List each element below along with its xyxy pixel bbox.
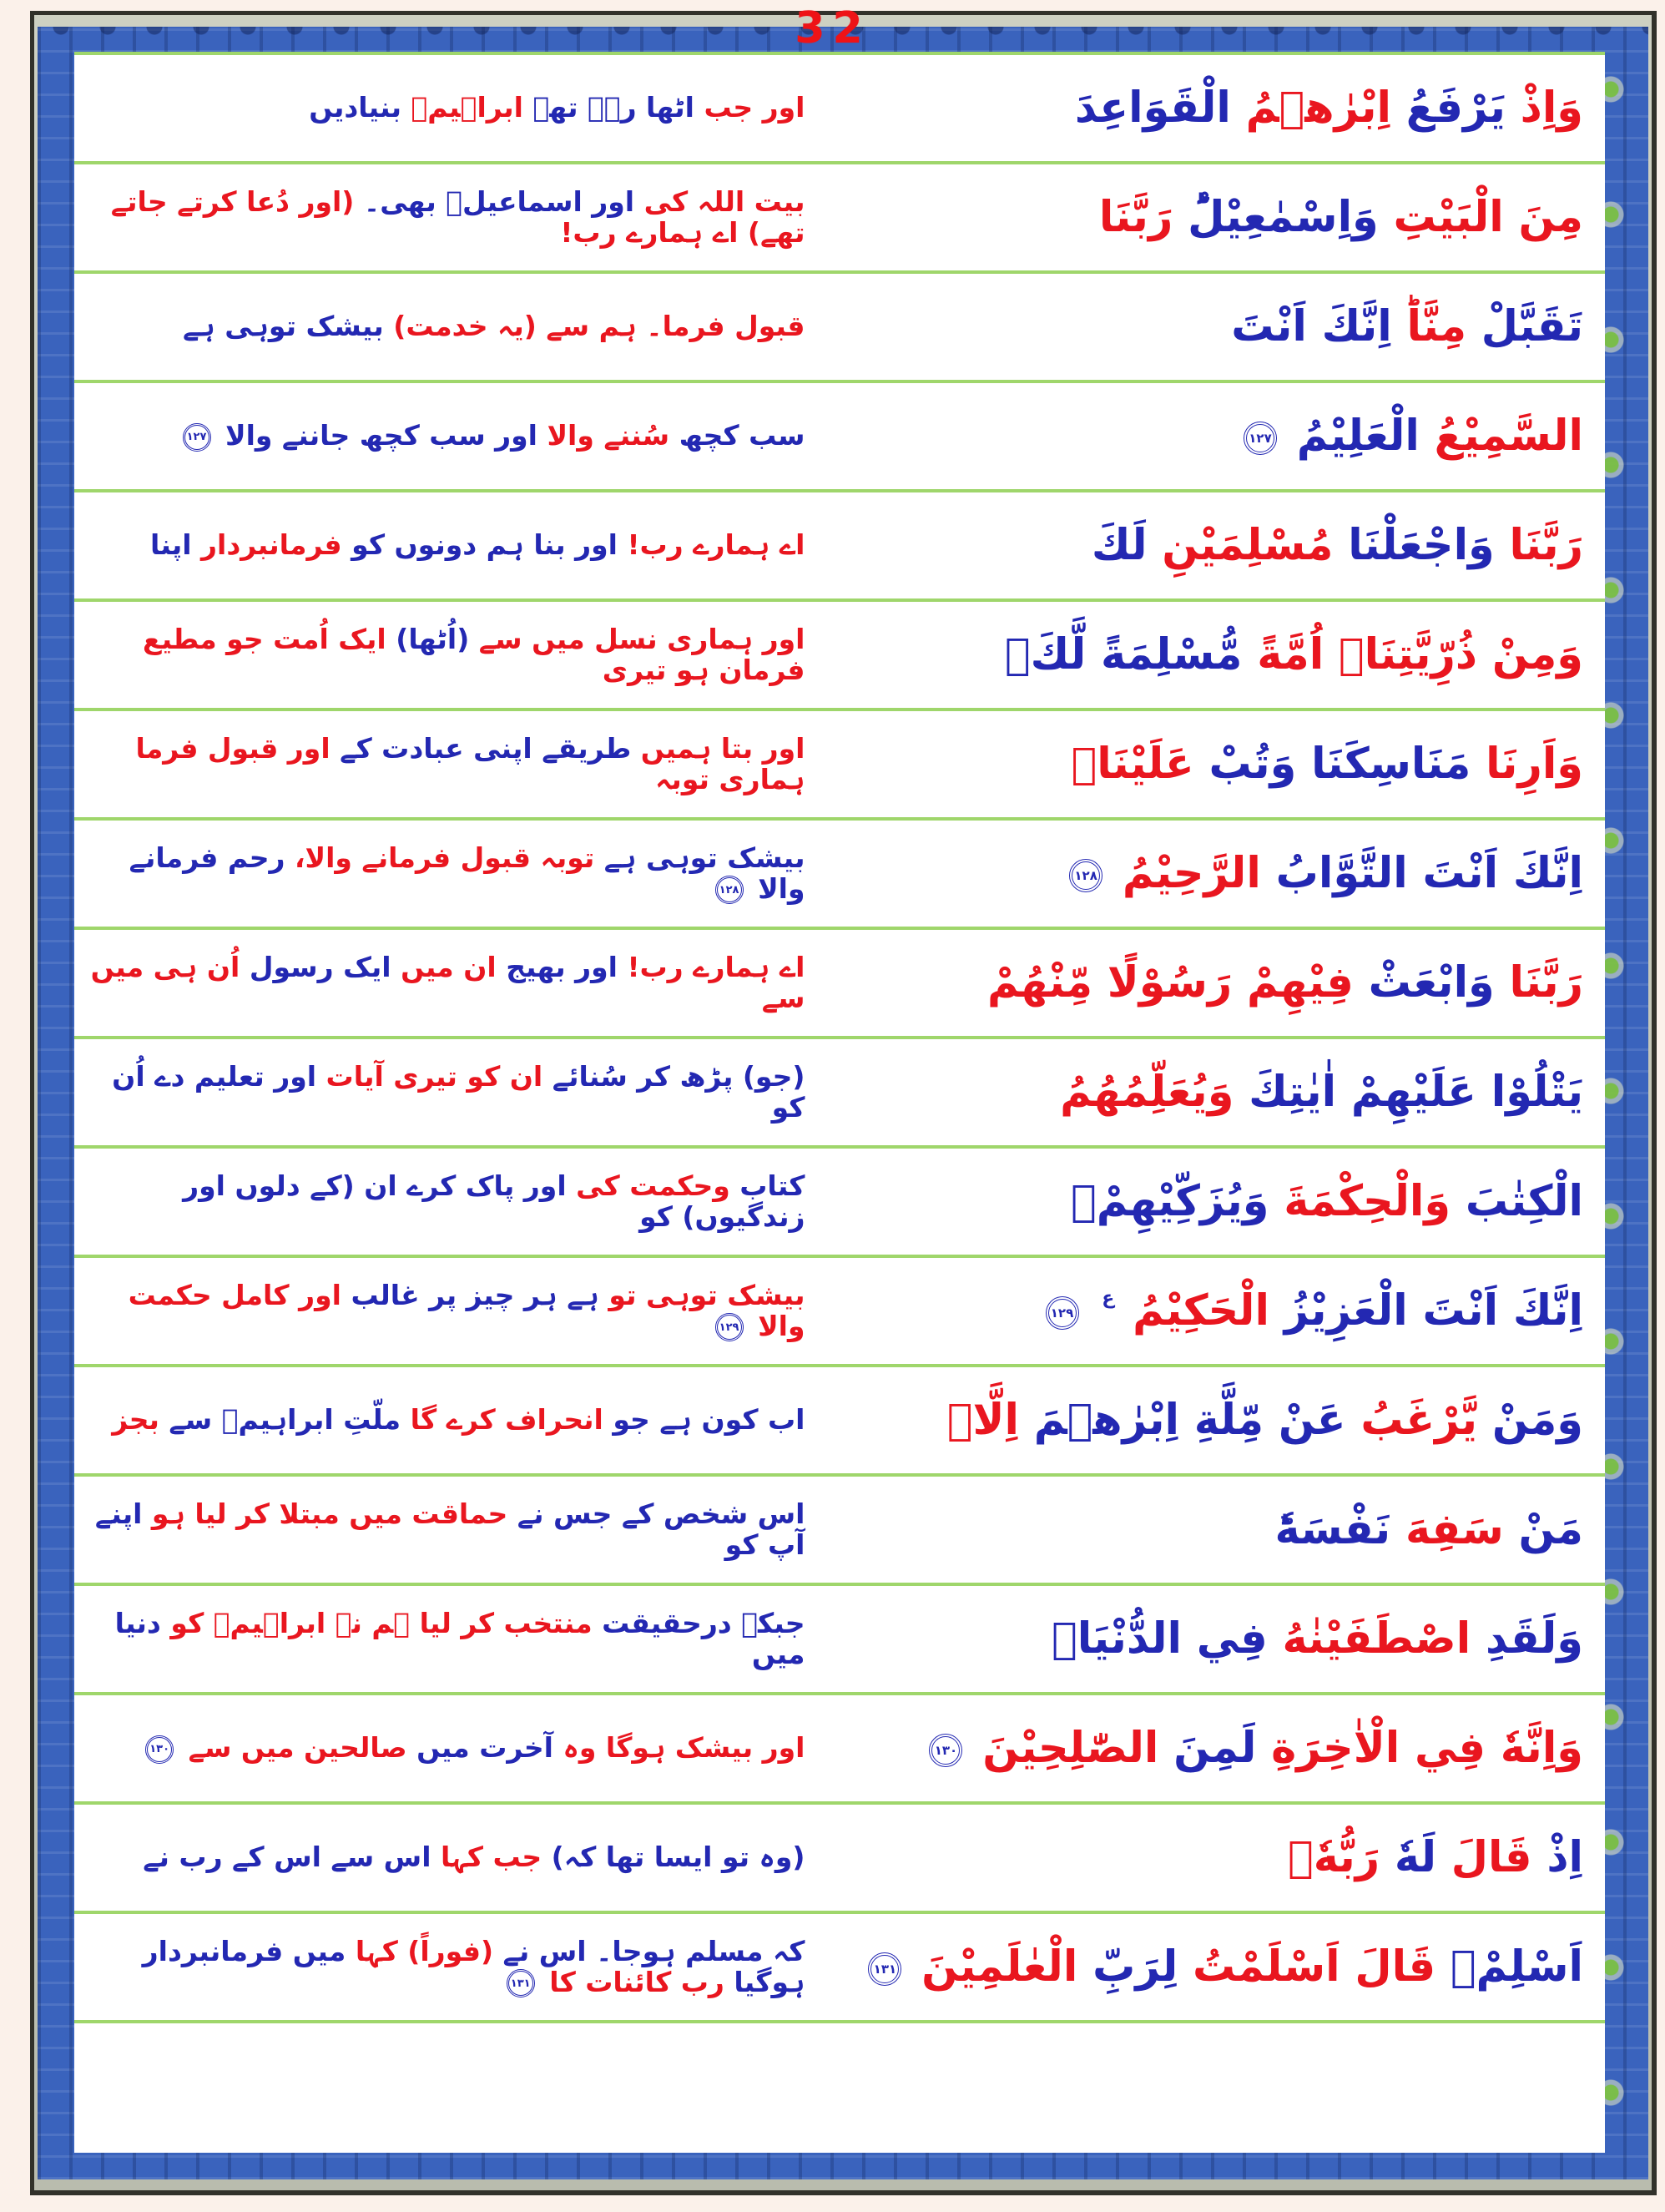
text-segment: اور قبول فرما ہماری توبہ [135,731,805,795]
text-segment: الْكِتٰبَ [1465,1177,1583,1226]
text-segment: آخرت میں [416,1731,553,1765]
text-segment: قبول فرما۔ ہم سے (یہ خدمت) [393,310,805,343]
arabic-verse-line [1041,1286,1583,1336]
text-segment: اور ہماری نسل میں سے [478,622,805,655]
arabic-verse-cell [816,1258,1605,1364]
verse-rows [74,55,1605,2023]
text-segment: اُمَّةً [1257,630,1324,679]
urdu-translation-line [74,1934,805,1998]
text-segment: وَلَقَدِ [1485,1614,1583,1664]
text-segment: لَمِنَ [1173,1724,1257,1773]
urdu-translation-cell [74,821,816,927]
ayah-number-badge: ۱۲۹ [715,1313,744,1341]
arabic-verse-line [1074,83,1583,133]
arabic-verse-cell [816,1477,1605,1583]
text-segment: سُننے والا [547,419,670,452]
text-segment: وحکمت کی [576,1169,730,1202]
text-segment: عَلَيْنَاۚ [1071,740,1194,789]
text-segment: وَابْعَثْ [1368,958,1495,1008]
urdu-translation-line [74,731,805,795]
urdu-translation-cell [74,1586,816,1692]
text-segment: نَفْسَهٗؕ [1274,1505,1391,1554]
verse-row [74,1914,1605,2023]
text-segment: (فوراً) کہا [355,1934,494,1967]
arabic-verse-line [1071,1177,1583,1226]
text-segment: جب کہا [441,1841,542,1874]
text-segment: رَبَّنَا [1098,193,1173,242]
urdu-translation-cell [74,1367,816,1473]
text-segment: (جو) پڑھ کر سُنائے [552,1059,805,1093]
urdu-translation-line [178,421,805,452]
verse-row [74,602,1605,711]
arabic-verse-line [1091,521,1583,570]
text-segment: جبکہ درحقیقت [602,1606,805,1639]
text-segment: اور بھیج [506,950,618,983]
text-segment: وَالْحِكْمَةَ [1284,1177,1451,1226]
text-segment: تَقَبَّلْ [1481,302,1583,351]
ruku-mark: ع [1102,1288,1115,1309]
ayah-number-badge: ۱۳۰ [929,1734,962,1767]
arabic-verse-line [1060,1068,1583,1117]
text-segment: کہ مسلم ہوجا۔ اس نے [502,1934,805,1967]
urdu-translation-cell [74,55,816,161]
urdu-translation-cell [74,383,816,489]
arabic-verse-cell [816,930,1605,1036]
urdu-translation-line [74,1280,805,1342]
urdu-translation-line [140,1733,805,1764]
text-segment: السَّمِيْعُ [1434,412,1583,461]
urdu-translation-cell [74,930,816,1036]
text-segment: ایک اُمت جو مطیع فرمان ہو تیری [143,622,805,686]
text-segment: بیشک توہی ہے [183,310,384,343]
empty-footer-area [74,2023,1605,2153]
verse-row [74,55,1605,164]
text-segment: بنیادیں [309,91,401,124]
urdu-translation-line [183,311,805,342]
text-segment: يَتْلُوْا عَلَيْهِمْ اٰيٰتِكَ [1249,1068,1583,1117]
ayah-number-badge: ۱۳۰ [145,1735,174,1764]
arabic-verse-cell [816,1039,1605,1145]
text-segment: ان کو تیری آیات [325,1059,543,1093]
urdu-translation-cell [74,1149,816,1255]
ayah-number-badge: ۱۲۷ [183,423,211,452]
text-segment: وَاجْعَلْنَا [1348,521,1495,570]
verse-row [74,492,1605,602]
text-segment: وَمَنْ [1491,1396,1583,1445]
page-content [74,52,1605,2153]
text-segment: فِيْهِمْ رَسُوْلًا مِّنْهُمْ [986,958,1354,1008]
text-segment: وَتُبْ [1208,740,1297,789]
text-segment: منتخب کر لیا ہم نے ابراہیمؑ کو [170,1606,593,1639]
text-segment: ایک رسول [249,950,391,983]
arabic-verse-cell [816,55,1605,161]
urdu-translation-cell [74,492,816,598]
text-segment: رَبَّنَا [1509,958,1583,1008]
urdu-translation-cell [74,1258,816,1364]
verse-row [74,1586,1605,1695]
arabic-verse-cell [816,492,1605,598]
text-segment: الْحَكِيْمُ [1133,1286,1269,1336]
arabic-verse-line [1005,630,1583,679]
urdu-translation-line [74,843,805,905]
arabic-verse-cell [816,1914,1605,2020]
text-segment: عَنْ مِّلَّةِ اِبْرٰهٖمَ [1033,1396,1346,1445]
text-segment: مِنَ الْبَيْتِ [1393,193,1583,242]
urdu-translation-cell [74,711,816,817]
text-segment: فِي الْاٰخِرَةِ [1271,1724,1486,1773]
text-segment: اِنَّكَ اَنْتَ [1231,302,1392,351]
ayah-number-badge: ۱۳۱ [507,1969,535,1997]
text-segment: وَيُزَكِّيْهِمْۚ [1071,1177,1269,1226]
text-segment: اُن ہی میں سے [90,950,805,1014]
text-segment: اور سب کچھ جاننے والا [225,419,537,452]
text-segment: فرمانبردار [201,528,342,562]
urdu-translation-cell [74,1039,816,1145]
text-segment: رب کائنات کا [549,1965,724,1998]
text-segment: (وہ تو ایسا تھا کہ) [551,1841,805,1874]
text-segment: اصْطَفَيْنٰهُ [1282,1614,1471,1664]
text-segment: وَاَرِنَا [1486,740,1583,789]
text-segment: میں فرمانبردار ہوگیا [142,1934,805,1998]
text-segment: اپنا [149,528,192,562]
text-segment: الْعٰلَمِيْنَ [921,1942,1078,1992]
text-segment: الْقَوَاعِدَ [1074,83,1231,133]
ayah-number-badge: ۱۲۸ [1069,859,1102,892]
text-segment: لَّكَ۪ [1005,630,1087,679]
text-segment: انحراف کرے گا [410,1403,603,1437]
urdu-translation-cell [74,1477,816,1583]
verse-row [74,1805,1605,1914]
text-segment: لَهٗ [1394,1833,1437,1882]
text-segment: مُّسْلِمَةً [1101,630,1243,679]
text-segment: حماقت میں مبتلا کر لیا ہو [151,1497,508,1530]
ayah-number-badge: ۱۲۹ [1046,1296,1079,1330]
urdu-translation-cell [74,164,816,270]
text-segment: ملّتِ ابراہیمؑ سے [169,1403,401,1437]
text-segment: يَرْفَعُ [1405,83,1506,133]
text-segment: اِنَّكَ اَنْتَ [1422,1286,1583,1336]
verse-row [74,821,1605,930]
text-segment: مِنَّاؕ [1406,302,1467,351]
text-segment: وَاِسْمٰعِيْلُؕ [1188,193,1379,242]
text-segment: لَكَ [1091,521,1148,570]
urdu-translation-line [143,1842,805,1873]
urdu-translation-cell [74,274,816,380]
text-segment: اے ہمارے رب! [627,950,805,983]
text-segment: فِي الدُّنْيَاۚ [1052,1614,1268,1664]
text-segment: اور اسماعیلؑ بھی۔ [363,184,635,218]
text-segment: اٹھا رہے تھے [532,91,694,124]
decorative-frame [30,11,1657,2195]
text-segment: (اُٹھا) [396,622,470,655]
urdu-translation-line [74,1608,805,1670]
text-segment: سب کچھ [679,419,805,452]
text-segment: وَاِذْ [1520,83,1583,133]
text-segment: اِلَّاۤ [946,1396,1019,1445]
urdu-translation-cell [74,602,816,708]
page-number: 32 [795,3,870,53]
verse-row [74,711,1605,821]
text-segment: اور بیشک ہوگا وہ [563,1731,805,1765]
arabic-verse-cell [816,1149,1605,1255]
verse-row [74,164,1605,274]
verse-row [74,1258,1605,1367]
verse-row [74,383,1605,492]
text-segment: دنیا میں [114,1606,805,1670]
verse-row [74,930,1605,1039]
verse-row [74,1477,1605,1586]
text-segment: سَفِهَ [1405,1505,1504,1554]
urdu-translation-cell [74,1805,816,1911]
text-segment: مَنَاسِكَنَا [1311,740,1471,789]
ayah-number-badge: ۱۲۸ [715,876,744,904]
text-segment: (اور دُعا کرتے جاتے تھے) اے ہمارے رب! [110,184,805,249]
text-segment: اِنَّكَ اَنْتَ التَّوَّابُ [1275,849,1583,898]
urdu-translation-line [74,624,805,686]
arabic-verse-line [1231,302,1583,351]
text-segment: اور جب [704,91,805,124]
text-segment: بیشک توہی ہے [603,841,805,874]
arabic-verse-cell [816,711,1605,817]
arabic-verse-cell [816,164,1605,270]
urdu-translation-cell [74,1914,816,2020]
text-segment: اے ہمارے رب! [627,528,805,562]
urdu-translation-line [74,1499,805,1561]
frame-blue-ornament-band [38,27,1648,2179]
text-segment: رحم فرمانے والا [129,841,805,905]
arabic-verse-line [1288,1833,1583,1882]
text-segment: وَاِنَّهٗ [1500,1724,1583,1773]
text-segment: ہے ہر چیز پر غالب [351,1278,599,1311]
verse-row [74,1039,1605,1149]
verse-row [74,1367,1605,1477]
urdu-translation-cell [74,1695,816,1801]
urdu-translation-line [74,1059,805,1124]
text-segment: بجز [112,1403,159,1437]
arabic-verse-line [1098,193,1583,242]
arabic-verse-line [986,958,1583,1008]
arabic-verse-cell [816,821,1605,927]
text-segment: اَسْلِمْۙ [1450,1942,1583,1992]
text-segment: رَبَّنَا [1509,521,1583,570]
text-segment: الْعَلِيْمُ [1296,412,1420,461]
text-segment: اور بنا ہم دونوں کو [351,528,618,562]
text-segment: رَبُّهٗۤ [1288,1833,1380,1882]
text-segment: کتاب [739,1169,805,1202]
arabic-verse-line [1239,412,1583,461]
urdu-translation-line [74,1171,805,1233]
arabic-verse-cell [816,383,1605,489]
text-segment: مَنْ [1518,1505,1583,1554]
arabic-verse-line [924,1724,1583,1773]
text-segment: توبہ قبول فرمانے والا، [295,841,595,874]
text-segment: الصّٰلِحِيْنَ [982,1724,1159,1773]
text-segment: صالحین میں سے [188,1731,407,1765]
arabic-verse-cell [816,1367,1605,1473]
text-segment: اِبْرٰهٖمُ [1245,83,1391,133]
text-segment: اس سے اس کے رب نے [143,1841,431,1874]
text-segment: ابراہیمؑ [411,91,523,124]
frame-gray-band [34,15,1652,2190]
arabic-verse-cell [816,1695,1605,1801]
arabic-verse-line [946,1396,1583,1445]
text-segment: يَّرْغَبُ [1360,1396,1478,1445]
arabic-verse-cell [816,1805,1605,1911]
arabic-verse-line [1274,1505,1584,1554]
text-segment: قَالَ اَسْلَمْتُ [1192,1942,1436,1992]
urdu-translation-line [112,1405,805,1436]
text-segment: بیشک توہی تو [608,1278,805,1311]
arabic-verse-line [1052,1614,1583,1664]
text-segment: وَمِنْ ذُرِّيَّتِنَاۤ [1338,630,1583,679]
arabic-verse-cell [816,274,1605,380]
text-segment: وَيُعَلِّمُهُمُ [1060,1068,1234,1117]
text-segment: اور تعلیم دے اُن کو [112,1059,805,1124]
verse-row [74,274,1605,383]
arabic-verse-line [1071,740,1583,789]
arabic-verse-cell [816,602,1605,708]
text-segment: اِذْ [1546,1833,1583,1882]
arabic-verse-line [1064,849,1583,898]
urdu-translation-line [150,530,805,561]
urdu-translation-line [74,184,805,249]
text-segment: اب کون ہے جو [613,1403,805,1437]
text-segment: الْعَزِيْزُ [1284,1286,1408,1336]
text-segment: بیت اللہ کی [643,184,805,218]
urdu-translation-line [74,952,805,1014]
verse-row [74,1149,1605,1258]
text-segment: اور بتا ہمیں [640,731,805,765]
urdu-translation-line [309,93,805,124]
ayah-number-badge: ۱۲۷ [1244,422,1277,455]
text-segment: قَالَ [1451,1833,1532,1882]
verse-row [74,1695,1605,1805]
text-segment: لِرَبِّ [1092,1942,1178,1992]
text-segment: الرَّحِيْمُ [1122,849,1261,898]
text-segment: طریقے اپنی عبادت کے [340,731,632,765]
ayah-number-badge: ۱۳۱ [868,1952,901,1986]
arabic-verse-cell [816,1586,1605,1692]
text-segment: مُسْلِمَيْنِ [1162,521,1334,570]
text-segment: اور پاک کرے ان (کے دلوں اور زندگیوں) کو [183,1169,805,1233]
text-segment: اپنے آپ کو [94,1497,805,1561]
text-segment: اس شخص کے جس نے [517,1497,805,1530]
text-segment: ان میں [401,950,497,983]
arabic-verse-line [863,1942,1583,1992]
text-segment: اور کامل حکمت والا [128,1278,805,1342]
